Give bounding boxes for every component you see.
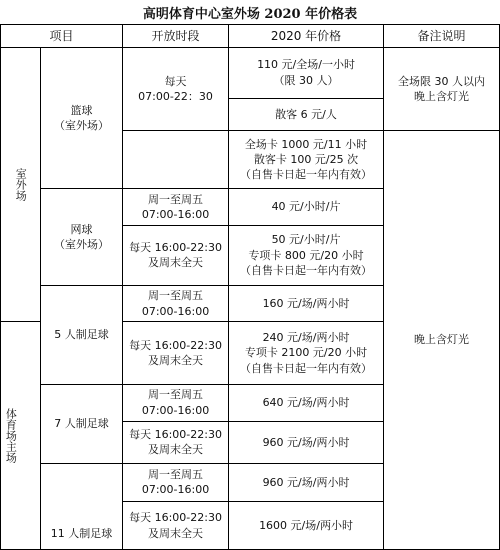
basketball-price-cards: 全场卡 1000 元/11 小时 散客卡 100 元/25 次 （自售卡日起一年内有效） [229,131,384,189]
football7-hours-evening: 每天 16:00-22:30 及周末全天 [123,422,229,464]
page-title: 高明体育中心室外场 2020 年价格表 [142,6,358,22]
basketball-hours-cards [123,131,229,189]
header-item: 项目 [1,25,123,48]
header-price: 2020 年价格 [229,25,384,48]
tennis-price-evening: 50 元/小时/片 专项卡 800 元/20 小时 （自售卡日起一年内有效） [229,225,384,285]
football11-hours-evening: 每天 16:00-22:30 及周末全天 [123,502,229,550]
shared-note: 晚上含灯光 [384,131,500,550]
basketball-price-walkin: 散客 6 元/人 [229,98,384,130]
football5-hours-evening: 每天 16:00-22:30 及周末全天 [123,322,229,384]
header-hours: 开放时段 [123,25,229,48]
tennis-price-weekday: 40 元/小时/片 [229,189,384,225]
venue-football5: 5 人制足球 [41,285,123,384]
venue-basketball: 篮球 （室外场） [41,47,123,188]
header-row [1,25,500,48]
football5-price-weekday: 160 元/场/两小时 [229,285,384,321]
football7-hours-weekday: 周一至周五 07:00-16:00 [123,384,229,421]
zone-stadium: 体育场主场 [1,322,41,550]
football7-price-weekday: 640 元/场/两小时 [229,384,384,421]
football5-price-evening: 240 元/场/两小时 专项卡 2100 元/20 小时 （自售卡日起一年内有效） [229,322,384,384]
football11-hours-weekday: 周一至周五 07:00-16:00 [123,463,229,501]
tennis-hours-evening: 每天 16:00-22:30 及周末全天 [123,225,229,285]
football11-price-evening: 1600 元/场/两小时 [229,502,384,550]
basketball-note: 全场限 30 人以内 晚上含灯光 [384,47,500,130]
venue-tennis: 网球 （室外场） [41,189,123,286]
basketball-price-full: 110 元/全场/一小时 （限 30 人） [229,47,384,98]
football5-hours-weekday: 周一至周五 07:00-16:00 [123,285,229,321]
football11-price-weekday: 960 元/场/两小时 [229,463,384,501]
zone-outdoor: 室外场 [1,47,41,321]
table-row [1,47,500,98]
price-table [0,24,500,550]
venue-football7: 7 人制足球 [41,384,123,463]
header-note: 备注说明 [384,25,500,48]
basketball-hours: 每天 07:00-22：30 [123,47,229,130]
venue-football11: 11 人制足球 [41,463,123,549]
football7-price-evening: 960 元/场/两小时 [229,422,384,464]
tennis-hours-weekday: 周一至周五 07:00-16:00 [123,189,229,225]
